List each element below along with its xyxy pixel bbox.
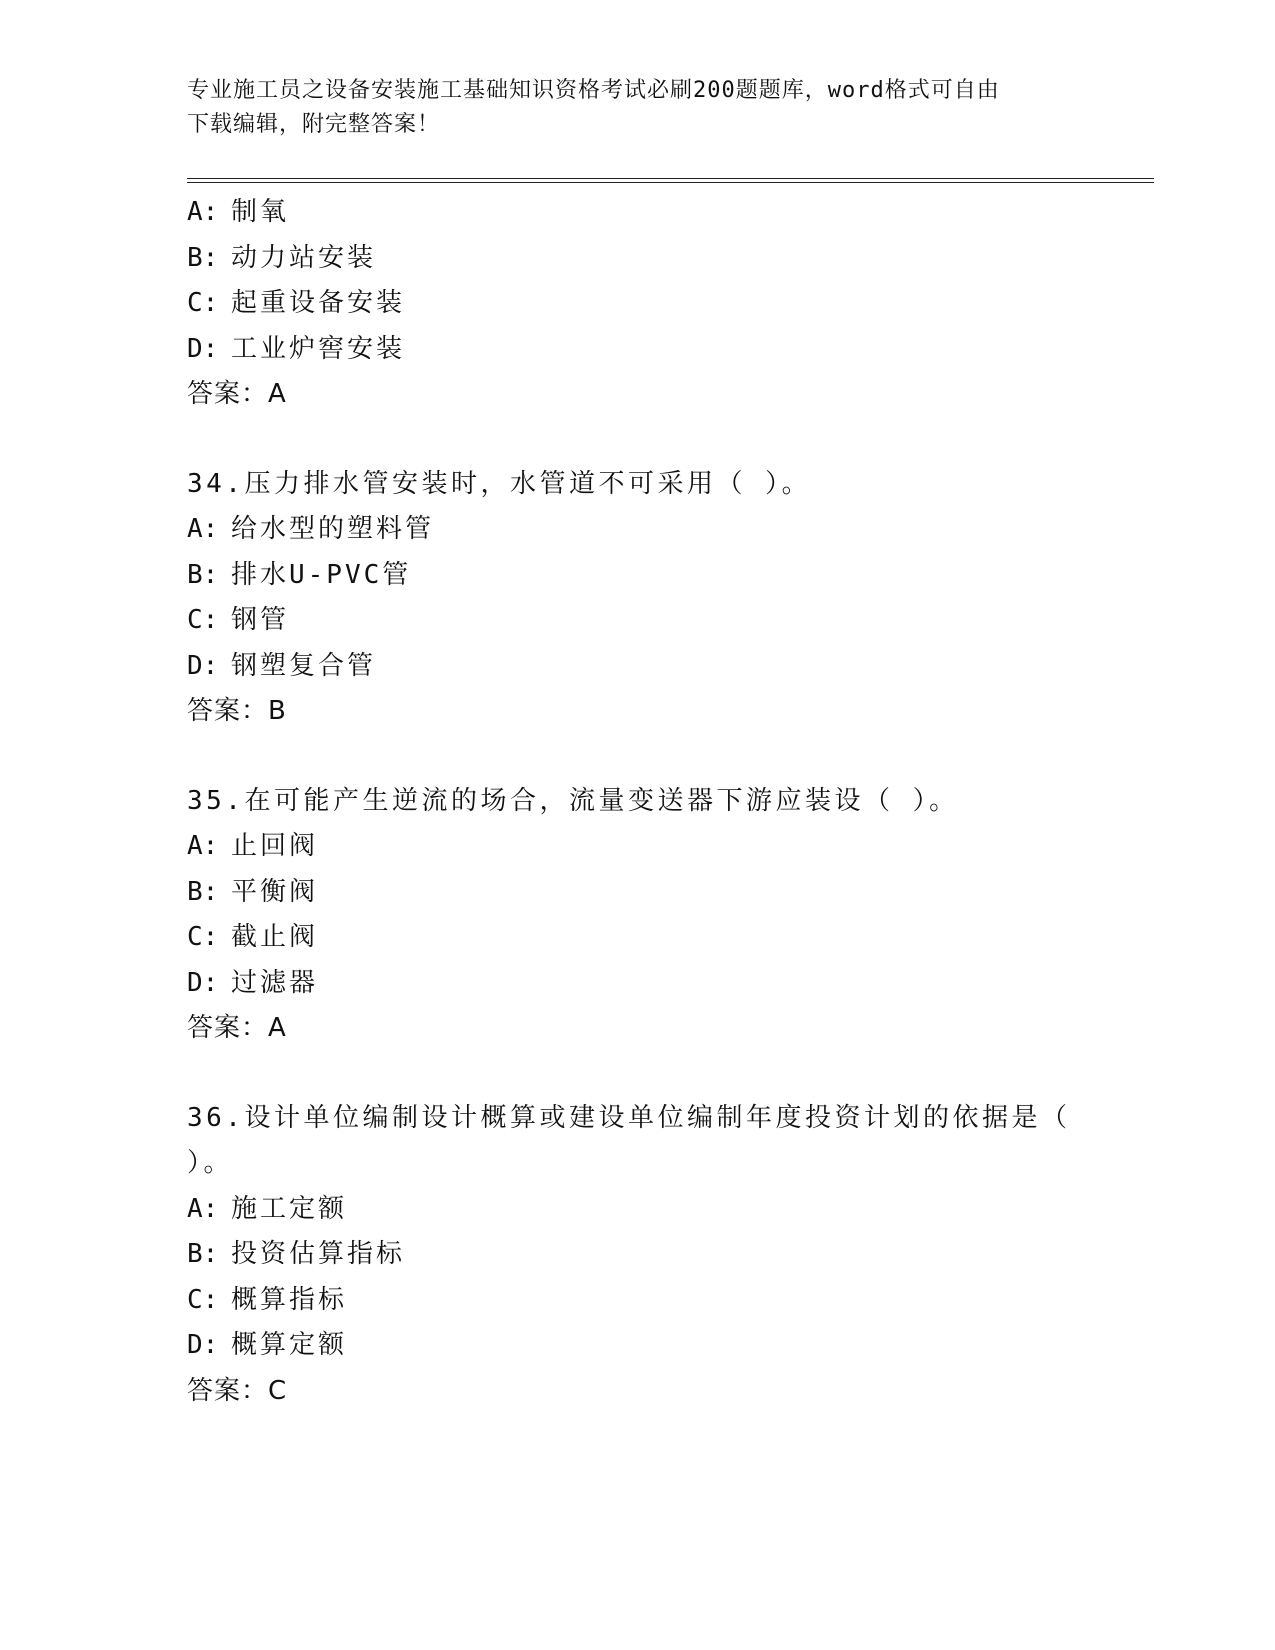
option-text: 钢塑复合管 — [231, 650, 377, 681]
answer-line: 答案：A — [187, 379, 287, 409]
option-label: D: — [187, 1330, 219, 1360]
option-a — [187, 190, 1087, 236]
option-text: 施工定额 — [231, 1193, 348, 1224]
header-divider-bottom — [187, 182, 1154, 183]
question-text: 35.在可能产生逆流的场合，流量变送器下游应装设（ ）。 — [187, 785, 959, 816]
option-c — [187, 281, 1087, 327]
document-header — [187, 74, 1067, 142]
answer-line: 答案：A — [187, 1013, 287, 1043]
header-divider-top — [187, 178, 1154, 179]
option-text: 工业炉窖安装 — [231, 333, 406, 364]
answer-line: 答案：C — [187, 1375, 288, 1406]
answer-line: 答案：B — [187, 696, 287, 726]
option-label: B: — [187, 242, 219, 273]
option-d — [187, 327, 1087, 373]
option-label: A: — [187, 831, 219, 861]
question-block-36 — [187, 1096, 1087, 1415]
option-text: 止回阀 — [231, 831, 319, 861]
option-text: 概算指标 — [231, 1284, 348, 1315]
option-b — [187, 553, 1087, 599]
option-label: A: — [187, 514, 219, 544]
option-d — [187, 644, 1087, 690]
question-text-line-1: 36.设计单位编制设计概算或建设单位编制年度投资计划的依据是（ — [187, 1102, 1071, 1133]
option-label: D: — [187, 333, 219, 364]
option-b — [187, 870, 1087, 916]
question-block-35 — [187, 779, 1087, 1052]
header-line-1: 专业施工员之设备安装施工基础知识资格考试必刷200题题库，word格式可自由 — [187, 78, 1000, 103]
option-d — [187, 961, 1087, 1007]
option-a — [187, 824, 1087, 870]
option-text: 概算定额 — [231, 1330, 348, 1360]
option-label: B: — [187, 876, 219, 907]
option-label: D: — [187, 967, 219, 998]
question-list — [187, 190, 1087, 1414]
option-text: 钢管 — [231, 605, 290, 635]
option-b — [187, 236, 1087, 282]
option-text: 起重设备安装 — [231, 288, 406, 318]
option-label: B: — [187, 559, 219, 590]
header-line-2: 下载编辑，附完整答案！ — [187, 112, 441, 137]
option-label: B: — [187, 1239, 219, 1269]
option-text: 制氧 — [231, 197, 290, 227]
option-label: A: — [187, 1193, 219, 1224]
option-label: C: — [187, 605, 219, 635]
option-b — [187, 1232, 1087, 1278]
question-block-34 — [187, 462, 1087, 735]
option-text: 平衡阀 — [231, 876, 319, 907]
question-spacer — [187, 735, 1087, 779]
question-block-33 — [187, 190, 1087, 418]
option-label: C: — [187, 922, 219, 952]
question-text-line-2: ）。 — [187, 1148, 234, 1178]
option-text: 给水型的塑料管 — [231, 514, 435, 544]
question-text: 34.压力排水管安装时，水管道不可采用（ ）。 — [187, 468, 812, 499]
option-label: C: — [187, 288, 219, 318]
option-text: 动力站安装 — [231, 242, 377, 273]
option-label: D: — [187, 650, 219, 681]
option-label: C: — [187, 1284, 219, 1315]
option-d — [187, 1323, 1087, 1369]
option-text: 过滤器 — [231, 967, 319, 998]
option-c — [187, 1278, 1087, 1324]
option-text: 投资估算指标 — [231, 1239, 406, 1269]
option-text: 截止阀 — [231, 922, 319, 952]
option-a — [187, 1187, 1087, 1233]
question-spacer — [187, 1052, 1087, 1096]
question-spacer — [187, 418, 1087, 462]
option-a — [187, 507, 1087, 553]
option-text: 排水U-PVC管 — [231, 559, 412, 590]
option-c — [187, 915, 1087, 961]
option-label: A: — [187, 197, 219, 227]
option-c — [187, 598, 1087, 644]
